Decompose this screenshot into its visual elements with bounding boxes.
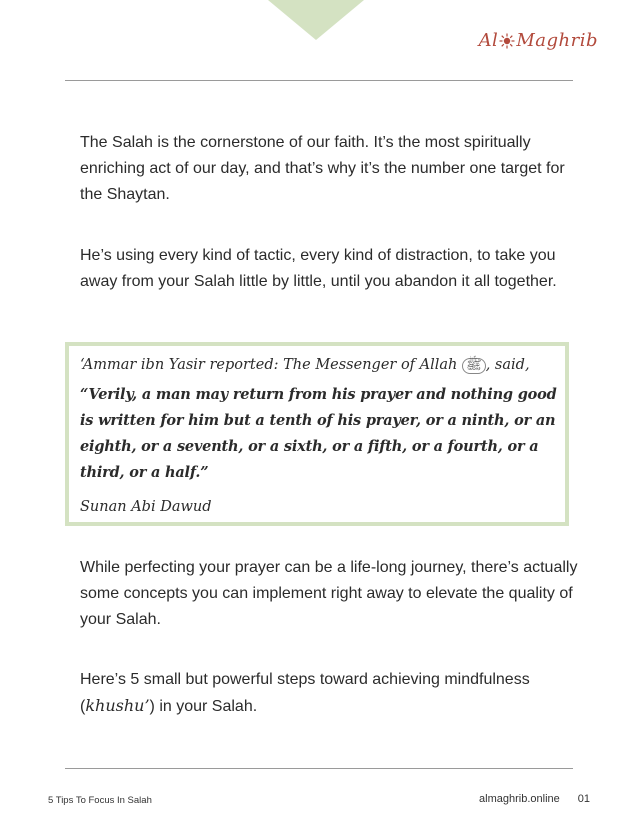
footer-doc-title: 5 Tips To Focus In Salah bbox=[48, 795, 152, 806]
sun-icon bbox=[499, 33, 515, 49]
logo-text-al: Al bbox=[478, 30, 499, 51]
hadith-intro bbox=[80, 352, 570, 378]
hadith-narrator: ‘Ammar ibn Yasir reported: The Messenger of Allah bbox=[80, 357, 458, 373]
steps-text-start: Here’s 5 small but powerful steps toward achieving mindfulness ( bbox=[80, 671, 530, 715]
hadith-text: “Verily, a man may return from his prayer and nothing good is written for him but a tenth of his prayer, or a ninth, or an eighth, or a seventh, or a sixth, or a fifth, or a fourth, or a third, or a half.” bbox=[80, 386, 557, 481]
page-number: 01 bbox=[577, 793, 590, 805]
intro-paragraph: The Salah is the cornerstone of our faith. It’s the most spiritually enriching act of our day, and that’s why it’s the number one target for the Shaytan. bbox=[80, 134, 565, 203]
journey-paragraph: While perfecting your prayer can be a life-long journey, there’s actually some concepts you can implement right away to elevate the quality of your Salah. bbox=[80, 559, 578, 628]
hadith-intro-end: , said, bbox=[485, 357, 530, 373]
hadith-source: Sunan Abi Dawud bbox=[80, 499, 212, 515]
header-triangle-decoration bbox=[268, 0, 364, 40]
salutation-glyph: ﷺ bbox=[462, 358, 486, 374]
footer-website-link[interactable]: almaghrib.online bbox=[479, 793, 560, 805]
steps-text-end: ) in your Salah. bbox=[149, 698, 258, 715]
almaghrib-logo bbox=[479, 30, 598, 51]
footer-meta bbox=[479, 793, 590, 805]
top-divider bbox=[65, 80, 573, 81]
steps-paragraph bbox=[80, 667, 580, 720]
khushu-term: khushu’ bbox=[85, 696, 150, 715]
logo-text-maghrib: Maghrib bbox=[516, 30, 598, 51]
distraction-paragraph: He’s using every kind of tactic, every kind of distraction, to take you away from your Salah little by little, until you abandon it all together. bbox=[80, 247, 557, 290]
bottom-divider bbox=[65, 768, 573, 769]
